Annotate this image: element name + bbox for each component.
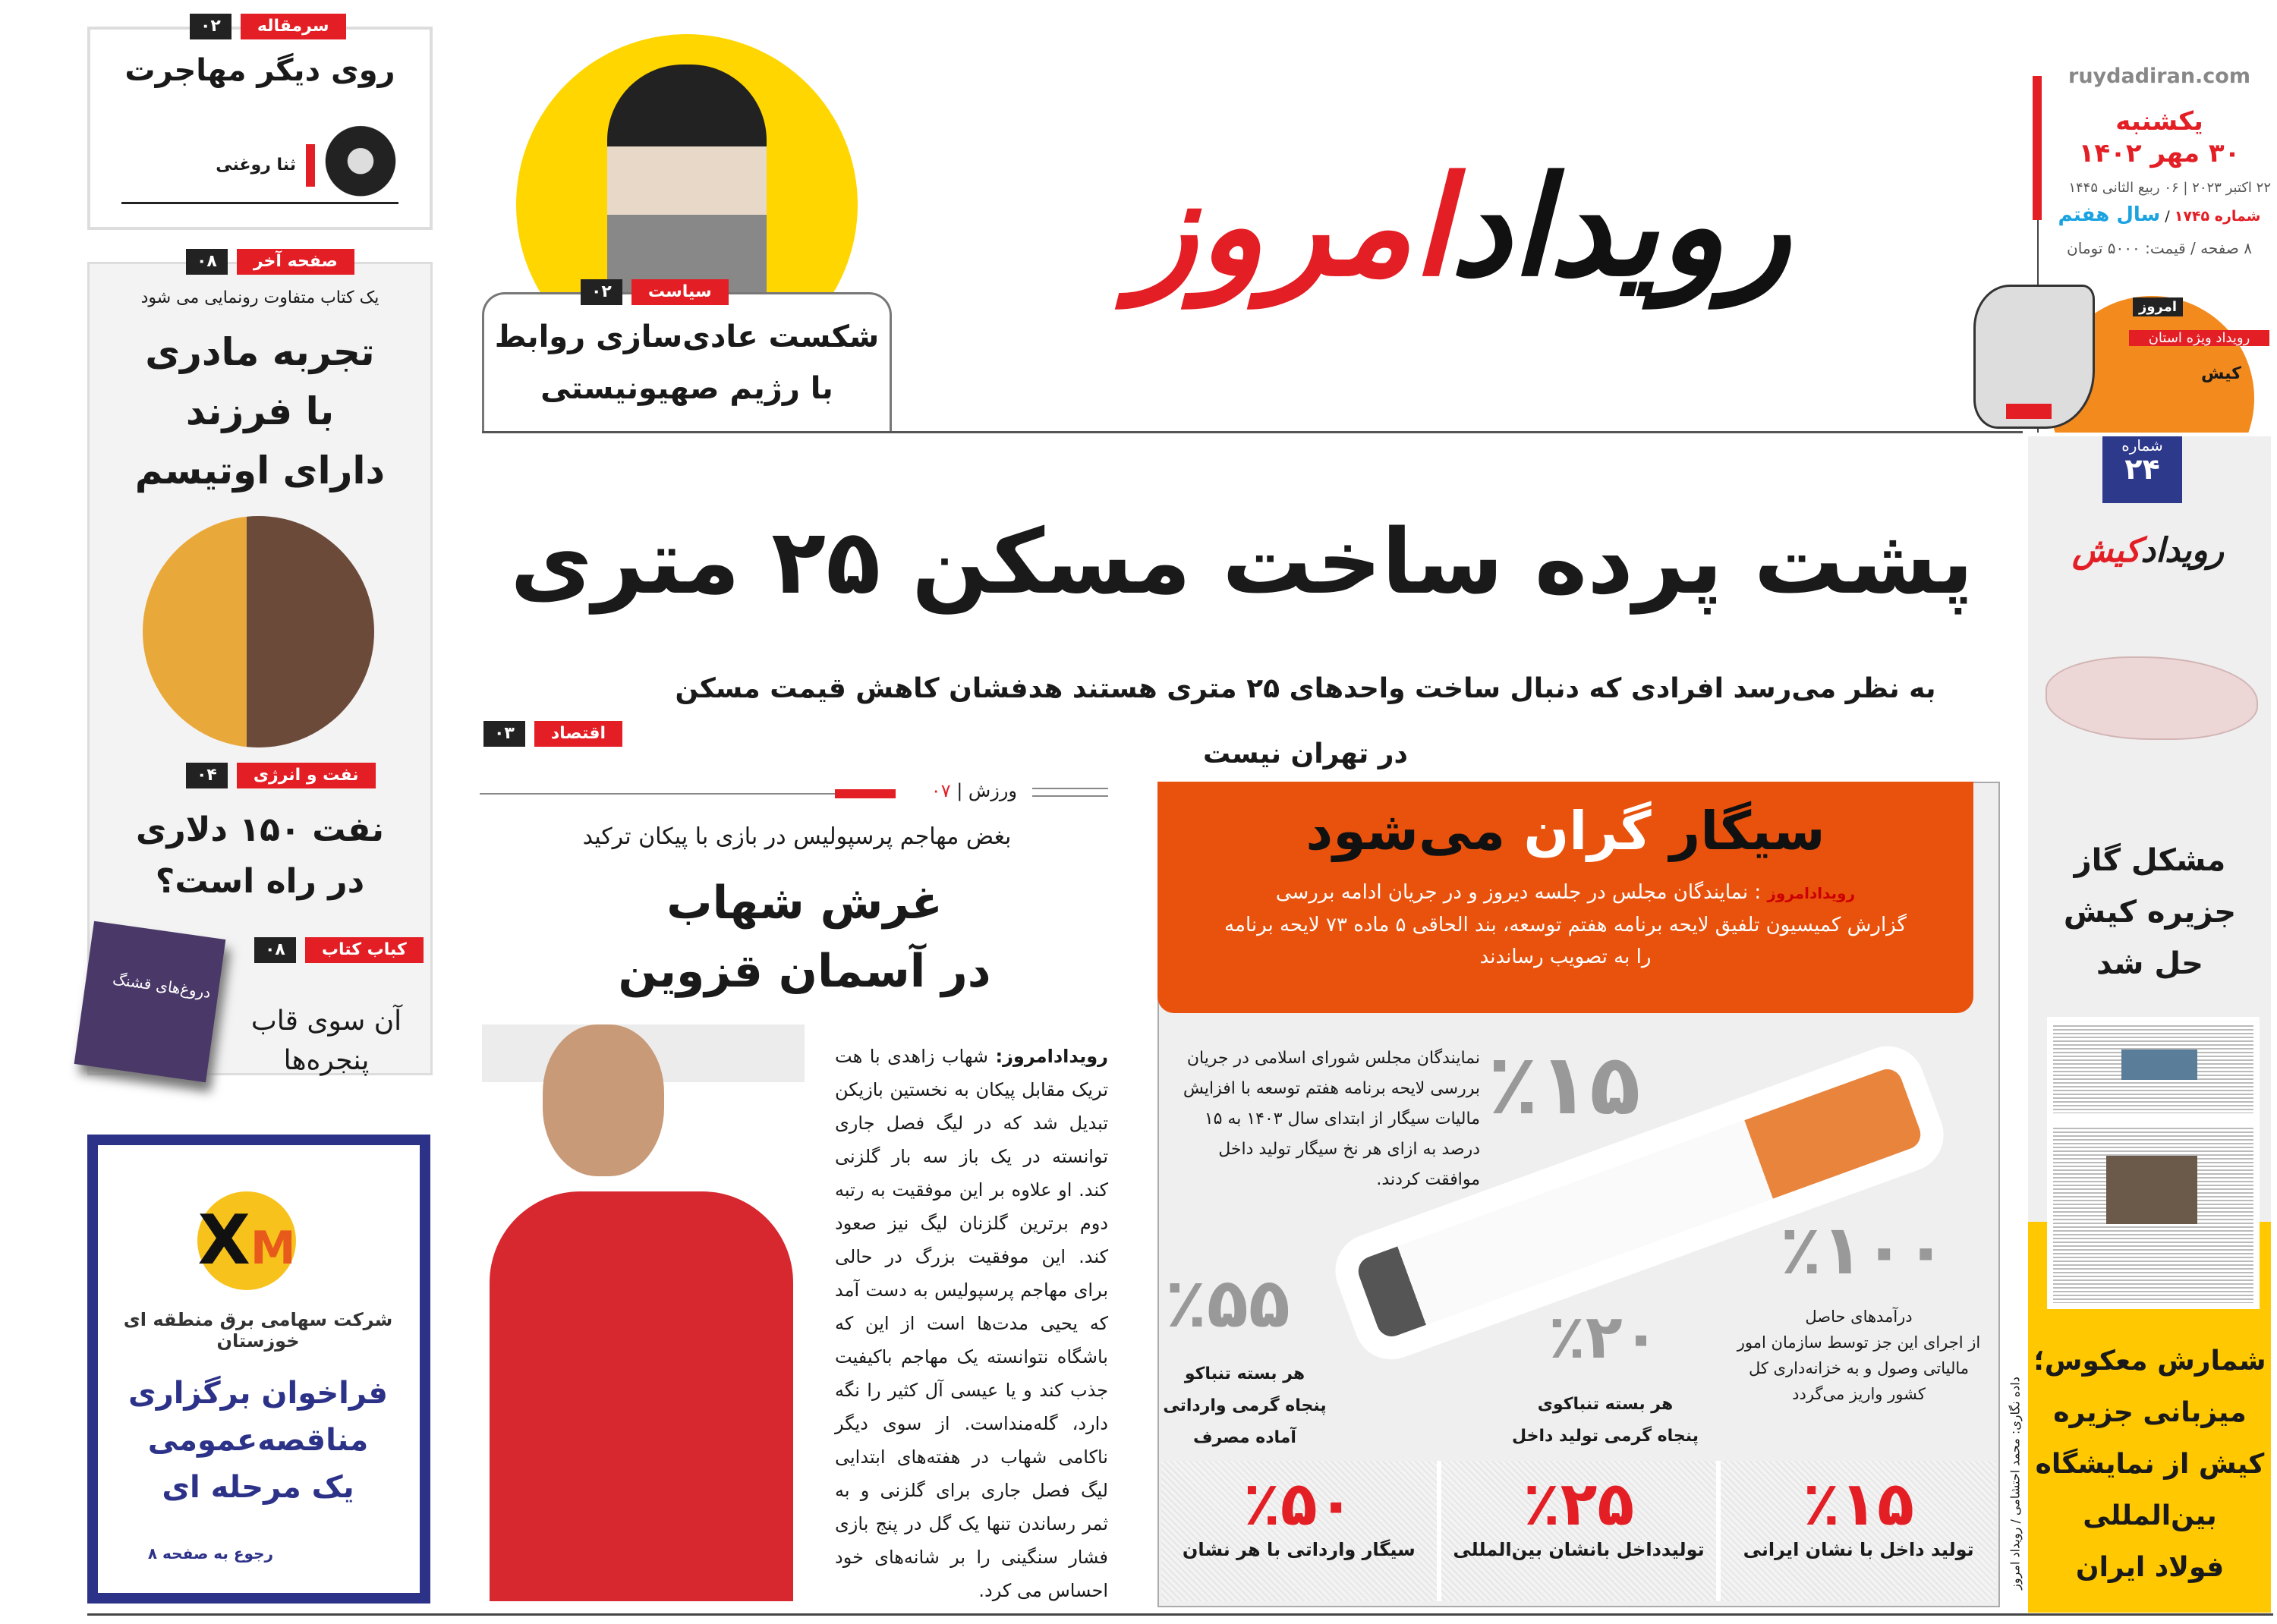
ad-ref[interactable]: رجوع به صفحه ۸ (147, 1544, 273, 1563)
power-company-logo: XM (197, 1191, 296, 1290)
editorial-title[interactable]: روی دیگر مهاجرت (124, 53, 395, 88)
stat-value: ٪۲۰ (1548, 1301, 1660, 1372)
kish-issue: شماره ۲۴ (2102, 436, 2182, 503)
issue-line: شماره ۱۷۴۵ / سال هفتم (2058, 203, 2261, 226)
date-persian: ۳۰ مهر ۱۴۰۲ (2078, 138, 2241, 168)
main-headline[interactable]: پشت پرده ساخت مسکن ۲۵ متری (510, 509, 1973, 614)
stat-value: ٪۱۰۰ (1780, 1210, 1947, 1290)
sports-accent (835, 789, 896, 798)
last-page-tag: صفحه آخر ۰۸ (186, 249, 354, 275)
bottom-stat: ٪۲۵ تولیدداخل بانشان بین‌المللی (1437, 1461, 1717, 1601)
bottom-stat: ٪۵۰ سیگار وارداتی با هر نشان (1182, 1468, 1416, 1560)
kish-page-thumbnail (2047, 1017, 2260, 1119)
date-other: ۲۲ اکتبر ۲۰۲۳ | ۰۶ ربیع الثانی ۱۴۴۵ (2068, 180, 2271, 196)
book-cover: دروغ‌های قشنگ (74, 921, 226, 1083)
sports-kicker: بغض مهاجم پرسپولیس در بازی با پیکان ترکید (582, 823, 1012, 850)
ad-company: شرکت سهامی برق منطقه ای خوزستان (123, 1309, 393, 1352)
divider (482, 431, 2023, 433)
sports-title[interactable]: غرش شهاب در آسمان قزوین (618, 877, 991, 998)
divider (1032, 788, 1108, 797)
weekday: یکشنبه (2115, 106, 2203, 137)
masthead-accent (2033, 76, 2042, 220)
divider (480, 793, 859, 795)
iran-map (1973, 285, 2095, 429)
bottom-rule (87, 1613, 2273, 1616)
website[interactable]: ruydadiran.com (2068, 65, 2250, 88)
editorial-tag: سرمقاله ۰۲ (190, 14, 346, 39)
infographic-title: سیگار گران می‌شود (1305, 800, 1825, 862)
main-subheadline: به نظر می‌رسد افرادی که دنبال ساخت واحدهای ۲۵ متری هستند هدفشان کاهش قیمت مسکن در تهران نیست (675, 673, 1936, 770)
stat-text: درآمدهای حاصل از اجرای این جز توسط سازمان امور مالیاتی وصول و به خزانه‌داری کل کشور واریز می‌گردد (1737, 1308, 1981, 1403)
bottom-stat: ٪۱۵ تولید داخل با نشان ایرانی (1716, 1461, 1996, 1601)
stat-main-text: نمایندگان مجلس شورای اسلامی در جریان بررسی لایحه برنامه هفتم توسعه با افزایش مالیات سیگار از ابتدای سال ۱۴۰۳ به ۱۵ درصد به ازای هر نخ سیگار تولید داخل موافقت کردند. (1183, 1049, 1480, 1189)
kish-title[interactable]: مشکل گاز جزیره کیش حل شد (2063, 843, 2237, 981)
economy-tag: اقتصاد ۰۳ (483, 721, 622, 747)
oil-tag: نفت و انرژی ۰۴ (186, 763, 376, 788)
sports-body: رویدادامروز: شهاب زاهدی با هت تریک مقابل پیکان به نخستین بازیکن تبدیل شد که در لیگ فصل جاری توانسته در یک باز سه بار گلزنی کند. او علاوه بر این موفقیت به رتبه دوم برترین گلزنان لیگ نیز صعود کند. این موفقیت بزرگ در حالی برای مهاجم پرسپولیس به دست آمد که یحیی مدت‌ها است از این که باشگاه نتوانسته یک مهاجم باکیفیت جذب کند و یا عیسی آل کثیر را نگه دارد، گله‌منداست. از سوی دیگر ناکامی شهاب در هفته‌های ابتدایی لیگ فصل جاری برای گلزنی و به ثمر رساندن تنها یک گل در پنج بازی فشار سنگینی را بر شانه‌های خود احساس می کرد. (835, 1046, 1108, 1601)
mother-son-photo (143, 516, 374, 747)
kish-logo: رویدادکیش (2072, 531, 2224, 570)
politics-title: شکست عادی‌سازی روابط با رژیم صهیونیستی (494, 319, 880, 406)
sports-section[interactable]: ورزش | ۰۷ (931, 780, 1017, 801)
player-photo (482, 1024, 805, 1601)
last-page-title[interactable]: تجربه مادری با فرزند دارای اوتیسم (134, 330, 386, 493)
stat-text: هر بسته تنباکوی پنجاه گرمی تولید داخل (1511, 1395, 1699, 1446)
politics-tag: سیاست ۰۲ (581, 279, 729, 305)
last-page-kicker: یک کتاب متفاوت رونمایی می شود (140, 288, 380, 307)
stat-text: هر بسته تنباکو پنجاه گرمی وارداتی آماده مصرف (1163, 1364, 1327, 1447)
author-accent (306, 144, 315, 187)
infographic-credit: داده نگاری: محمد احتشامی / رویداد امروز (2008, 1377, 2023, 1590)
province-place: کیش (2201, 364, 2241, 383)
stat-value: ٪۵۵ (1165, 1264, 1290, 1343)
province-label: رویداد ویژه استان (2129, 330, 2269, 346)
editorial-author: ثنا روغنی (216, 156, 296, 175)
ad-title: فراخوان برگزاری مناقصه‌عمومی یک مرحله ای (128, 1376, 388, 1505)
author-photo (323, 125, 398, 205)
book-title[interactable]: آن سوی قاب پنجره‌ها (250, 1006, 402, 1076)
infographic-intro: رویدادامروز : نمایندگان مجلس در جلسه دیروز و در جریان ادامه بررسی گزارش کمیسیون تلفیق لایحه برنامه هفتم توسعه، بند الحاقی ۵ ماده ۷۳ لایحه برنامه را به تصویب رساندند (1224, 881, 1907, 968)
book-tag: کباب کتاب ۰۸ (254, 937, 424, 963)
kish-page-thumbnail (2047, 1119, 2260, 1309)
masthead-logo[interactable]: رویدادامروز (1131, 148, 1791, 307)
divider (121, 202, 398, 204)
bottom-stats (1161, 1461, 1996, 1601)
kish-title-2[interactable]: شمارش معکوس؛ میزبانی جزیره کیش از نمایشگاه بین‌المللی فولاد ایران (2033, 1345, 2266, 1583)
oil-title[interactable]: نفت ۱۵۰ دلاری در راه است؟ (136, 810, 384, 901)
stat-main-value: ٪۱۵ (1488, 1036, 1641, 1133)
price: ۸ صفحه / قیمت: ۵۰۰۰ تومان (2067, 239, 2252, 257)
province-today: امروز (2133, 297, 2183, 316)
